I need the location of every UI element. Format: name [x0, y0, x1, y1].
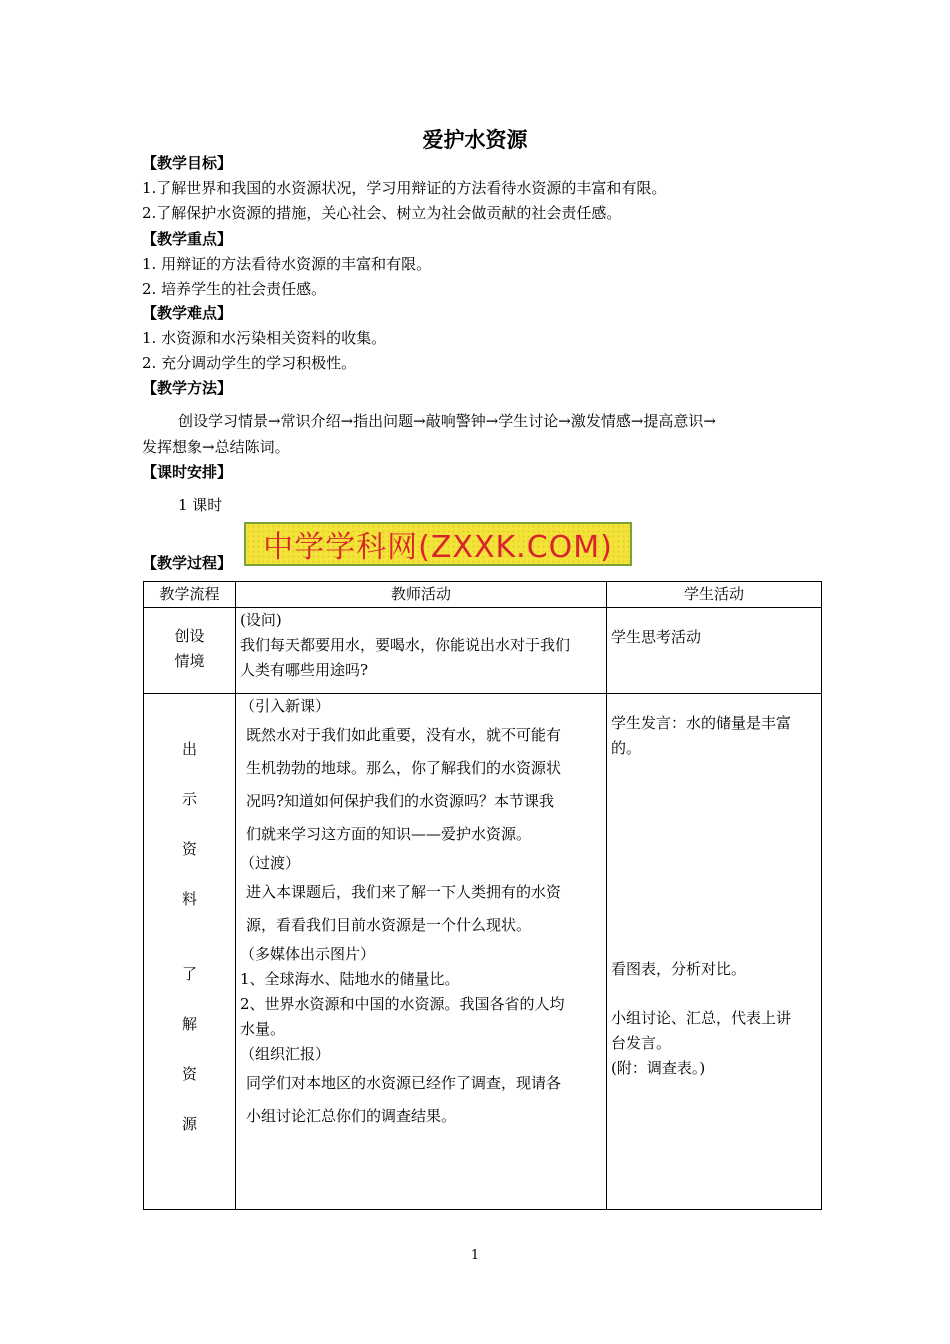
difficulties-heading: 【教学难点】 — [142, 304, 233, 322]
student-cell — [607, 694, 822, 1210]
schedule-value: 1 课时 — [178, 496, 223, 514]
process-heading: 【教学过程】 — [142, 554, 233, 572]
table-row — [144, 608, 822, 694]
stage-cell — [144, 608, 236, 694]
key-points-heading: 【教学重点】 — [142, 230, 233, 248]
schedule-heading: 【课时安排】 — [142, 463, 233, 481]
header-student: 学生活动 — [607, 582, 822, 608]
process-table — [143, 581, 822, 1210]
header-stage: 教学流程 — [144, 582, 236, 608]
teacher-text: 进入本课题后，我们来了解一下人类拥有的水资 — [246, 883, 562, 901]
key-point-item: 1. 用辩证的方法看待水资源的丰富和有限。 — [142, 255, 432, 273]
stage-char: 解 — [181, 1015, 197, 1033]
teacher-text: 既然水对于我们如此重要，没有水，就不可能有 — [246, 726, 562, 744]
table-row — [144, 694, 822, 1210]
student-text: 的。 — [611, 739, 642, 757]
teacher-label: （过渡） — [240, 854, 301, 872]
goal-item: 2.了解保护水资源的措施，关心社会、树立为社会做贡献的社会责任感。 — [142, 204, 622, 222]
goal-item: 1.了解世界和我国的水资源状况，学习用辩证的方法看待水资源的丰富和有限。 — [142, 179, 667, 197]
stage-char: 源 — [181, 1115, 197, 1133]
methods-line: 发挥想象→总结陈词。 — [142, 438, 290, 456]
student-text: 看图表，分析对比。 — [611, 960, 747, 978]
methods-heading: 【教学方法】 — [142, 379, 233, 397]
teacher-text: 况吗?知道如何保护我们的水资源吗？本节课我 — [246, 792, 555, 810]
page-number: 1 — [470, 1248, 480, 1263]
student-text: (附：调查表。) — [611, 1059, 706, 1077]
teacher-text: 1、全球海水、陆地水的储量比。 — [240, 970, 460, 988]
difficulty-item: 1. 水资源和水污染相关资料的收集。 — [142, 329, 387, 347]
stage-cell — [144, 694, 236, 1210]
stage-char: 了 — [181, 965, 197, 983]
stage-char: 资 — [181, 840, 197, 858]
student-text: 小组讨论、汇总，代表上讲 — [611, 1009, 792, 1027]
goals-heading: 【教学目标】 — [142, 154, 233, 172]
teacher-text: 生机勃勃的地球。那么，你了解我们的水资源状 — [246, 759, 562, 777]
teacher-text: 小组讨论汇总你们的调查结果。 — [246, 1107, 457, 1125]
stage-char: 出 — [181, 740, 197, 758]
teacher-label: （多媒体出示图片） — [240, 945, 376, 963]
student-text: 学生发言：水的储量是丰富 — [611, 714, 792, 732]
page-title: 爱护水资源 — [422, 128, 528, 152]
stage-char: 示 — [181, 790, 197, 808]
teacher-text: 水量。 — [240, 1020, 286, 1038]
methods-line: 创设学习情景→常识介绍→指出问题→敲响警钟→学生讨论→激发情感→提高意识→ — [178, 412, 716, 430]
stage-char — [144, 939, 235, 964]
teacher-text: 人类有哪些用途吗? — [240, 661, 369, 679]
student-text: 台发言。 — [611, 1034, 672, 1052]
teacher-label: （引入新课） — [240, 697, 331, 715]
teacher-text: 源，看看我们目前水资源是一个什么现状。 — [246, 916, 532, 934]
teacher-cell — [236, 694, 607, 1210]
student-cell — [607, 608, 822, 694]
student-text: 学生思考活动 — [611, 628, 702, 646]
teacher-label: (设问) — [240, 611, 282, 629]
stage-char: 资 — [181, 1065, 197, 1083]
teacher-text: 同学们对本地区的水资源已经作了调查，现请各 — [246, 1074, 562, 1092]
teacher-cell — [236, 608, 607, 694]
teacher-text: 们就来学习这方面的知识——爱护水资源。 — [246, 825, 532, 843]
zxxk-logo: 中学学科网(ZXXK.COM) — [244, 522, 632, 566]
table-header-row — [144, 582, 822, 608]
difficulty-item: 2. 充分调动学生的学习积极性。 — [142, 354, 357, 372]
teacher-text: 我们每天都要用水，要喝水，你能说出水对于我们 — [240, 636, 571, 654]
stage-text: 创设 — [174, 627, 205, 645]
stage-char: 料 — [181, 890, 197, 908]
stage-text: 情境 — [174, 652, 205, 670]
teacher-label: （组织汇报） — [240, 1045, 331, 1063]
teacher-text: 2、世界水资源和中国的水资源。我国各省的人均 — [240, 995, 565, 1013]
header-teacher: 教师活动 — [236, 582, 607, 608]
key-point-item: 2. 培养学生的社会责任感。 — [142, 280, 327, 298]
